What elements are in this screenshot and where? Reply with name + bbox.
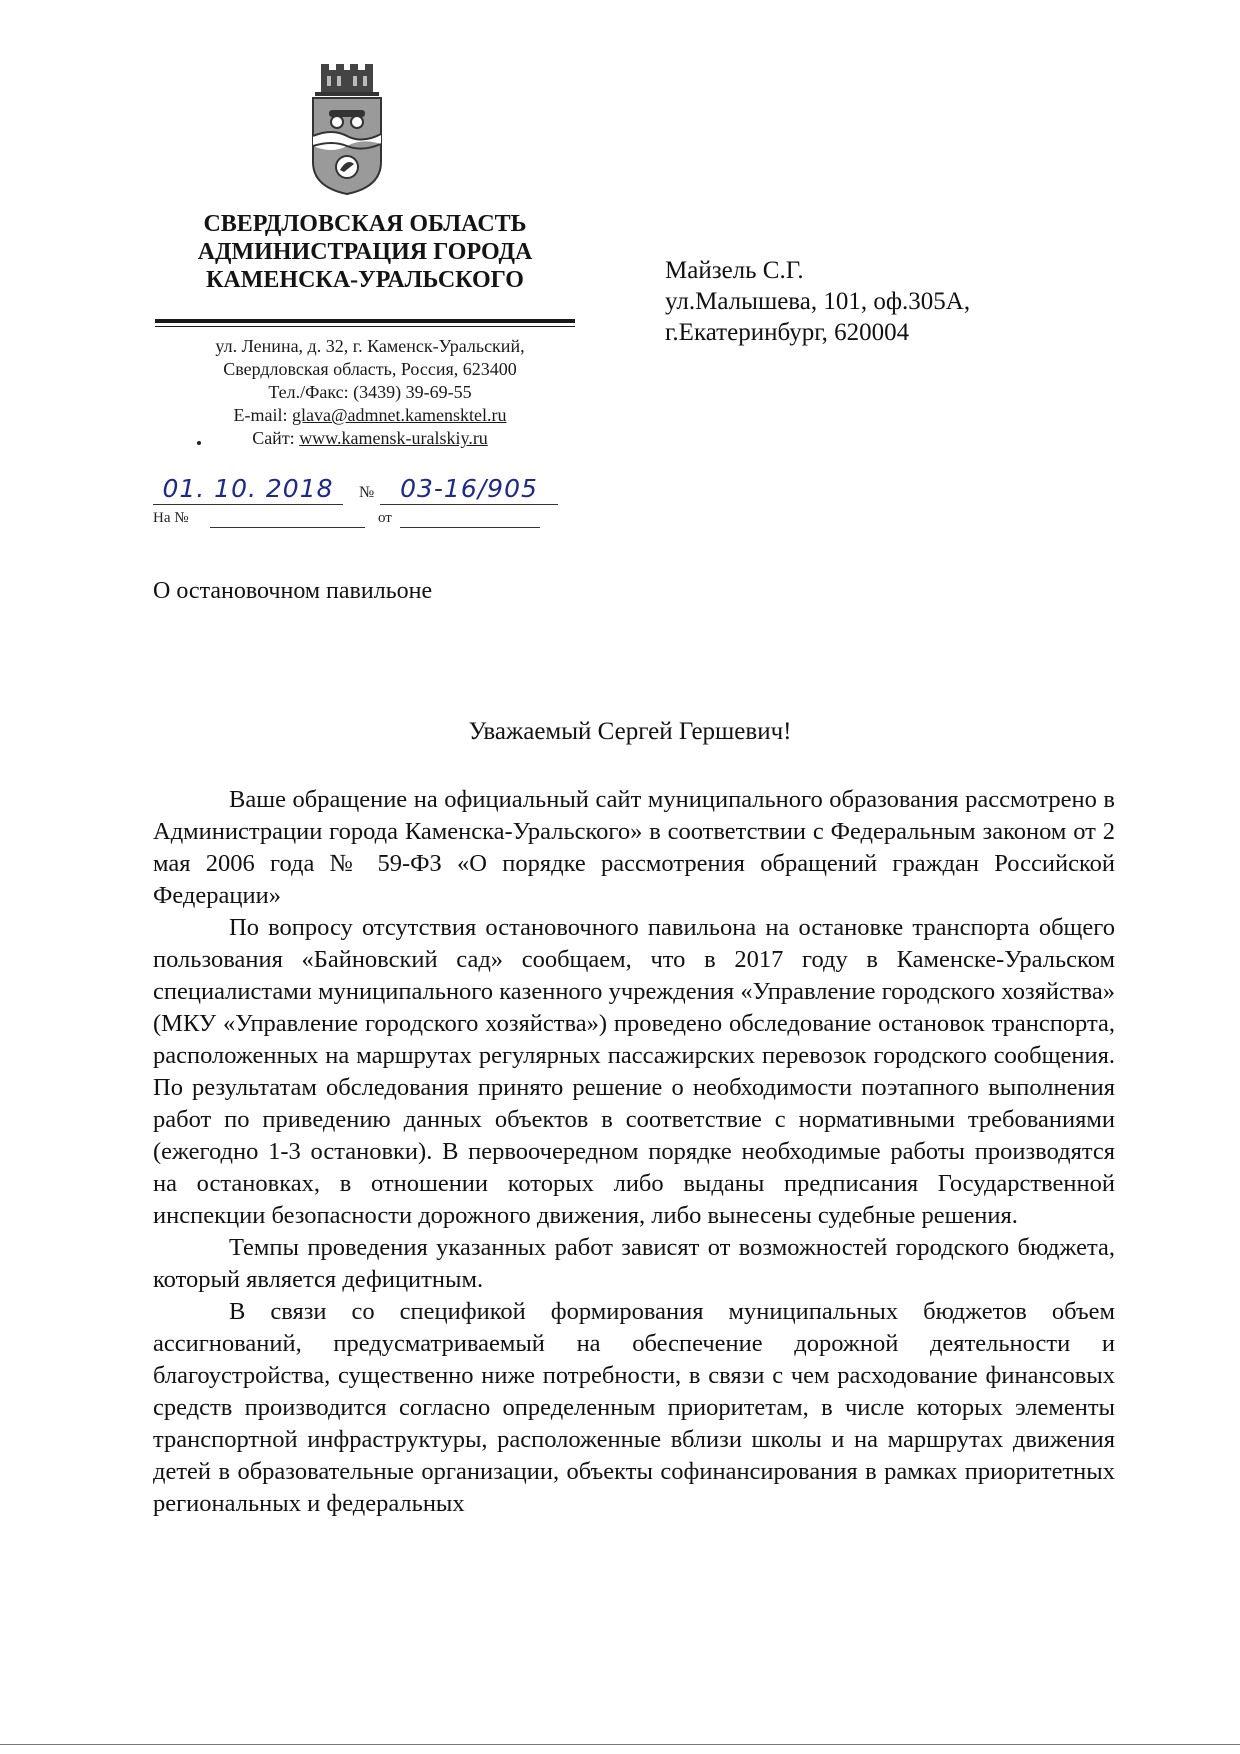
addressee-name: Майзель С.Г. <box>665 257 804 284</box>
org-line-region: СВЕРДЛОВСКАЯ ОБЛАСТЬ <box>203 211 527 237</box>
reference-date-blank <box>400 527 540 528</box>
phone-line <box>150 381 590 404</box>
address-line-1: ул. Ленина, д. 32, г. Каменск-Уральский, <box>215 336 525 356</box>
letter-body <box>153 784 1115 1520</box>
letterhead-divider-thick <box>155 319 575 323</box>
org-line-city: КАМЕНСКА-УРАЛЬСКОГО <box>206 267 524 293</box>
ink-dot <box>197 441 201 445</box>
phone-value: (3439) 39-69-55 <box>353 382 472 402</box>
reference-number-blank <box>210 527 365 528</box>
addressee-city: г.Екатеринбург, 620004 <box>665 319 910 346</box>
body-paragraph: В связи со спецификой формирования муниципальных бюджетов объем ассигнований, предусматриваемый на обеспечение дорожной деятельности и благоустройства, существенно ниже потребности, в связи с чем расходование финансовых средств производится согласно определенным приоритетам, в числе которых элементы транспортной инфраструктуры, расположенные вблизи школы и на маршрутах движения детей в образовательные организации, объекты софинансирования в рамках приоритетных региональных и федеральных <box>153 1298 1115 1517</box>
body-paragraph: Ваше обращение на официальный сайт муниципального образования рассмотрено в Администрации города Каменска-Уральского» в соответствии с Федеральным законом от 2 мая 2006 года № 59-ФЗ «О порядке рассмотрения обращений граждан Российской Федерации» <box>153 786 1115 909</box>
organization-name <box>150 210 580 294</box>
email-line <box>150 404 590 427</box>
email-label: E-mail: <box>233 405 288 425</box>
registration-date: 01. 10. 2018 <box>153 474 343 505</box>
registration-number-label: № <box>359 484 375 501</box>
address-line-2: Свердловская область, Россия, 623400 <box>223 359 517 379</box>
body-paragraph: По вопросу отсутствия остановочного павильона на остановке транспорта общего пользования «Байновский сад» сообщаем, что в 2017 году в Каменске-Уральском специалистами муниципального казенного учреждения «Управление городского хозяйства» (МКУ «Управление городского хозяйства») проведено обследование остановок транспорта, расположенных на маршрутах регулярных пассажирских перевозок городского сообщения. По результатам обследования принято решение о необходимости поэтапного выполнения работ по приведению данных объектов в соответствие с нормативными требованиями (ежегодно 1-3 остановки). В первоочередном порядке необходимые работы производятся на остановках, в отношении которых либо выданы предписания Государственной инспекции безопасности дорожного движения, либо вынесены судебные решения. <box>153 914 1115 1229</box>
coat-of-arms-icon <box>307 62 387 197</box>
reference-date-label: от <box>378 510 392 526</box>
body-paragraph: Темпы проведения указанных работ зависят от возможностей городского бюджета, который является дефицитным. <box>153 1234 1115 1293</box>
site-label: Сайт: <box>252 428 295 448</box>
addressee-street: ул.Малышева, 101, оф.305А, <box>665 288 971 315</box>
registration-number: 03-16/905 <box>380 474 558 505</box>
org-line-administration: АДМИНИСТРАЦИЯ ГОРОДА <box>197 239 533 265</box>
reference-number-label: На № <box>153 510 189 526</box>
salutation: Уважаемый Сергей Гершевич! <box>468 718 792 745</box>
site-link[interactable]: www.kamensk-uralskiy.ru <box>299 428 488 448</box>
scan-edge-line <box>0 1744 1240 1745</box>
letter-subject: О остановочном павильоне <box>153 578 433 604</box>
email-link[interactable]: glava@admnet.kamensktel.ru <box>291 405 507 425</box>
site-line <box>150 427 590 450</box>
contact-block <box>150 335 590 450</box>
addressee-block <box>665 255 1115 348</box>
letterhead-divider-thin <box>155 326 575 327</box>
phone-label: Тел./Факс: <box>268 382 349 402</box>
